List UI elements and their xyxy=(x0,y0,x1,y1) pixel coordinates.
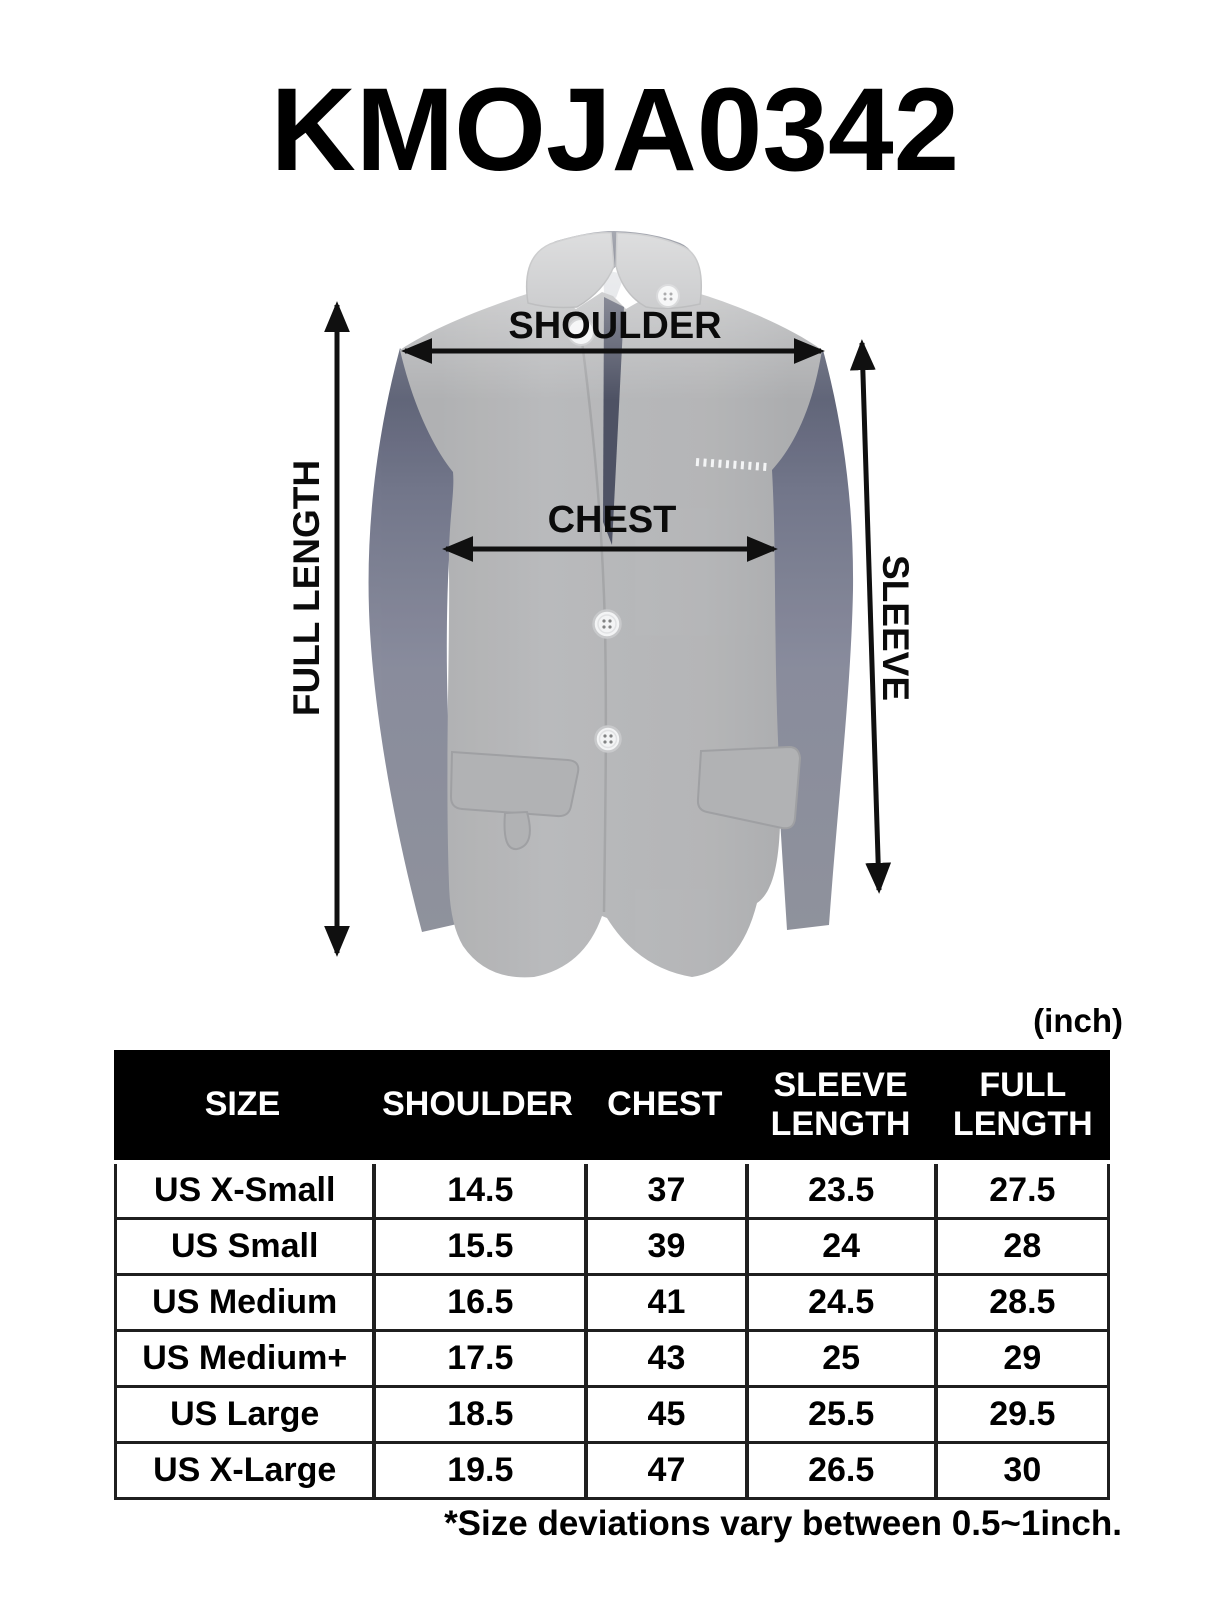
cell-full-length: 28.5 xyxy=(934,1276,1107,1329)
cell-size: US X-Large xyxy=(153,1451,337,1489)
sleeve-measure-label: SLEEVE xyxy=(875,555,916,701)
cell-chest: 41 xyxy=(584,1276,744,1329)
front-button-top xyxy=(594,611,621,638)
cell-size: US X-Small xyxy=(154,1171,336,1209)
column-header-size: SIZE xyxy=(204,1085,281,1124)
cell-chest: 39 xyxy=(584,1220,744,1273)
full-length-measure-label: FULL LENGTH xyxy=(286,459,327,717)
chest-measure-label: CHEST xyxy=(547,499,677,541)
cell-size: US Medium xyxy=(152,1283,338,1321)
size-table xyxy=(114,1050,1110,1500)
cell-chest: 45 xyxy=(584,1388,744,1441)
cell-sleeve-length: 24 xyxy=(745,1220,934,1273)
column-header-shoulder: SHOULDER xyxy=(382,1085,573,1124)
table-row xyxy=(117,1385,1107,1441)
cell-sleeve-length: 23.5 xyxy=(745,1164,934,1217)
shoulder-measure-label: SHOULDER xyxy=(508,305,722,347)
front-button-bottom xyxy=(596,727,621,752)
cell-sleeve-length: 25 xyxy=(745,1332,934,1385)
cell-shoulder: 19.5 xyxy=(372,1444,584,1497)
table-row xyxy=(117,1441,1107,1497)
cell-full-length: 28 xyxy=(934,1220,1107,1273)
cell-chest: 47 xyxy=(584,1444,744,1497)
table-row xyxy=(117,1273,1107,1329)
left-pocket-flap xyxy=(451,752,578,816)
page-title: KMOJA0342 xyxy=(270,64,960,196)
cell-full-length: 30 xyxy=(934,1444,1107,1497)
cell-shoulder: 16.5 xyxy=(372,1276,584,1329)
cell-chest: 37 xyxy=(584,1164,744,1217)
size-deviation-footnote: *Size deviations vary between 0.5~1inch. xyxy=(444,1504,1122,1543)
cell-size: US Small xyxy=(171,1227,319,1265)
table-row xyxy=(117,1164,1107,1217)
table-row xyxy=(117,1217,1107,1273)
cell-shoulder: 15.5 xyxy=(372,1220,584,1273)
size-table-body xyxy=(114,1164,1110,1500)
cell-sleeve-length: 24.5 xyxy=(745,1276,934,1329)
cell-shoulder: 17.5 xyxy=(372,1332,584,1385)
cell-full-length: 29.5 xyxy=(934,1388,1107,1441)
cell-sleeve-length: 26.5 xyxy=(745,1444,934,1497)
column-header-chest: CHEST xyxy=(607,1085,723,1124)
column-header-full-length: FULL LENGTH xyxy=(952,1065,1093,1143)
cell-sleeve-length: 25.5 xyxy=(745,1388,934,1441)
cell-shoulder: 18.5 xyxy=(372,1388,584,1441)
cell-size: US Medium+ xyxy=(142,1339,348,1377)
table-row xyxy=(117,1329,1107,1385)
cell-full-length: 27.5 xyxy=(934,1164,1107,1217)
cell-full-length: 29 xyxy=(934,1332,1107,1385)
cell-size: US Large xyxy=(170,1395,320,1433)
cell-chest: 43 xyxy=(584,1332,744,1385)
cell-shoulder: 14.5 xyxy=(372,1164,584,1217)
size-table-header-row xyxy=(114,1050,1110,1160)
column-header-sleeve-length: SLEEVE LENGTH xyxy=(770,1065,911,1143)
unit-label: (inch) xyxy=(1033,1002,1123,1039)
left-pocket-flap-corner xyxy=(505,812,530,849)
